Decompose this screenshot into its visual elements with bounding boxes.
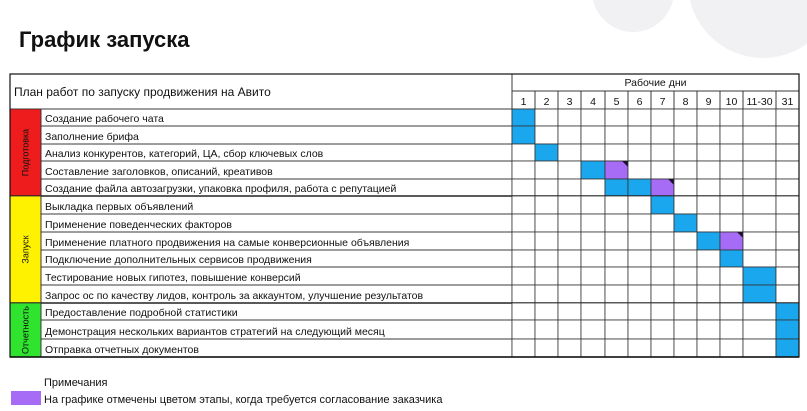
gantt-cell bbox=[512, 179, 535, 196]
gantt-cell bbox=[628, 126, 651, 144]
gantt-cell bbox=[605, 285, 628, 303]
day-column-label: 6 bbox=[636, 96, 643, 108]
gantt-cell bbox=[776, 161, 799, 179]
phase-label: Подготовка bbox=[20, 128, 31, 177]
gantt-cell bbox=[674, 250, 697, 267]
gantt-cell-active bbox=[776, 339, 799, 357]
gantt-cell-active bbox=[743, 285, 776, 303]
gantt-cell bbox=[776, 126, 799, 144]
gantt-cell bbox=[535, 267, 558, 285]
gantt-cell bbox=[581, 250, 605, 267]
gantt-cell bbox=[674, 232, 697, 250]
gantt-cell bbox=[720, 285, 743, 303]
gantt-cell bbox=[743, 303, 776, 320]
gantt-cell bbox=[512, 320, 535, 339]
gantt-cell-active bbox=[628, 179, 651, 196]
gantt-cell bbox=[697, 320, 720, 339]
gantt-cell bbox=[720, 196, 743, 214]
gantt-cell bbox=[697, 214, 720, 232]
gantt-cell bbox=[558, 339, 581, 357]
gantt-cell bbox=[776, 267, 799, 285]
gantt-cell bbox=[512, 144, 535, 161]
day-column-label: 8 bbox=[682, 96, 689, 108]
gantt-cell bbox=[651, 161, 674, 179]
gantt-cell bbox=[720, 267, 743, 285]
gantt-cell bbox=[674, 339, 697, 357]
gantt-cell bbox=[743, 232, 776, 250]
gantt-cell bbox=[558, 126, 581, 144]
gantt-cell-active bbox=[581, 161, 605, 179]
gantt-cell bbox=[743, 196, 776, 214]
gantt-cell bbox=[674, 109, 697, 126]
gantt-cell bbox=[743, 179, 776, 196]
task-label: Подключение дополнительных сервисов продвижения bbox=[45, 254, 312, 266]
gantt-cell-active bbox=[605, 161, 628, 179]
phase-label: Запуск bbox=[20, 235, 31, 264]
gantt-cell-active bbox=[605, 179, 628, 196]
gantt-cell bbox=[512, 161, 535, 179]
gantt-cell bbox=[558, 144, 581, 161]
gantt-cell bbox=[628, 232, 651, 250]
gantt-cell bbox=[605, 109, 628, 126]
gantt-cell bbox=[512, 285, 535, 303]
gantt-cell bbox=[628, 267, 651, 285]
gantt-cell bbox=[628, 303, 651, 320]
task-label: Предоставление подробной статистики bbox=[45, 307, 238, 319]
task-label: Тестирование новых гипотез, повышение конверсий bbox=[45, 272, 301, 284]
gantt-cell bbox=[674, 267, 697, 285]
gantt-cell bbox=[720, 126, 743, 144]
gantt-cell bbox=[628, 285, 651, 303]
gantt-cell-active bbox=[720, 232, 743, 250]
gantt-cell bbox=[674, 303, 697, 320]
gantt-cell bbox=[651, 250, 674, 267]
gantt-cell bbox=[720, 303, 743, 320]
gantt-cell bbox=[743, 126, 776, 144]
gantt-cell bbox=[720, 320, 743, 339]
gantt-cell bbox=[605, 339, 628, 357]
gantt-cell bbox=[651, 267, 674, 285]
gantt-cell bbox=[558, 179, 581, 196]
gantt-cell bbox=[674, 179, 697, 196]
gantt-cell bbox=[581, 339, 605, 357]
task-label: Применение поведенческих факторов bbox=[45, 219, 232, 231]
gantt-cell bbox=[628, 339, 651, 357]
gantt-cell bbox=[581, 196, 605, 214]
gantt-cell bbox=[697, 161, 720, 179]
task-label: Анализ конкурентов, категорий, ЦА, сбор ключевых слов bbox=[45, 148, 324, 160]
day-column-label: 10 bbox=[725, 96, 738, 108]
gantt-cell bbox=[674, 196, 697, 214]
gantt-cell bbox=[743, 161, 776, 179]
gantt-cell bbox=[558, 267, 581, 285]
gantt-cell bbox=[605, 126, 628, 144]
gantt-cell bbox=[558, 320, 581, 339]
task-label: Создание файла автозагрузки, упаковка профиля, работа с репутацией bbox=[45, 183, 397, 195]
gantt-cell bbox=[628, 109, 651, 126]
gantt-cell-active bbox=[512, 109, 535, 126]
gantt-cell-active bbox=[674, 214, 697, 232]
gantt-cell bbox=[743, 214, 776, 232]
gantt-cell-active bbox=[776, 320, 799, 339]
gantt-cell bbox=[535, 179, 558, 196]
gantt-cell bbox=[697, 285, 720, 303]
gantt-cell bbox=[581, 320, 605, 339]
gantt-cell bbox=[697, 250, 720, 267]
gantt-cell-active bbox=[651, 196, 674, 214]
gantt-cell bbox=[697, 144, 720, 161]
header-label: План работ по запуску продвижения на Авито bbox=[14, 85, 271, 99]
day-column-label: 9 bbox=[705, 96, 712, 108]
gantt-cell bbox=[697, 303, 720, 320]
gantt-cell bbox=[558, 161, 581, 179]
gantt-cell bbox=[697, 267, 720, 285]
gantt-cell bbox=[651, 232, 674, 250]
task-label: Отправка отчетных документов bbox=[45, 344, 199, 356]
gantt-cell bbox=[776, 214, 799, 232]
gantt-cell-active bbox=[776, 303, 799, 320]
gantt-cell bbox=[651, 339, 674, 357]
gantt-cell-active bbox=[535, 144, 558, 161]
gantt-cell bbox=[558, 214, 581, 232]
gantt-cell bbox=[651, 214, 674, 232]
gantt-cell bbox=[743, 144, 776, 161]
gantt-cell bbox=[720, 339, 743, 357]
gantt-cell bbox=[581, 232, 605, 250]
gantt-cell-active bbox=[512, 126, 535, 144]
gantt-cell bbox=[512, 267, 535, 285]
gantt-cell bbox=[674, 161, 697, 179]
task-label: Применение платного продвижения на самые конверсионные объявления bbox=[45, 237, 410, 249]
gantt-cell bbox=[743, 339, 776, 357]
gantt-cell bbox=[628, 144, 651, 161]
gantt-cell bbox=[605, 144, 628, 161]
gantt-cell bbox=[651, 126, 674, 144]
gantt-cell bbox=[535, 232, 558, 250]
gantt-cell bbox=[776, 232, 799, 250]
gantt-cell bbox=[535, 303, 558, 320]
gantt-cell bbox=[605, 250, 628, 267]
task-label: Создание рабочего чата bbox=[45, 113, 164, 125]
gantt-cell bbox=[628, 161, 651, 179]
gantt-cell bbox=[535, 214, 558, 232]
gantt-cell bbox=[535, 285, 558, 303]
gantt-cell bbox=[628, 214, 651, 232]
gantt-cell bbox=[581, 109, 605, 126]
gantt-cell bbox=[512, 214, 535, 232]
gantt-cell bbox=[674, 144, 697, 161]
gantt-cell bbox=[512, 196, 535, 214]
gantt-cell bbox=[674, 285, 697, 303]
gantt-cell bbox=[628, 196, 651, 214]
gantt-cell-active bbox=[743, 267, 776, 285]
gantt-cell bbox=[535, 320, 558, 339]
task-label: Демонстрация нескольких вариантов стратегий на следующий месяц bbox=[45, 326, 385, 338]
gantt-cell bbox=[605, 320, 628, 339]
gantt-cell bbox=[720, 109, 743, 126]
gantt-cell bbox=[776, 250, 799, 267]
gantt-cell bbox=[581, 285, 605, 303]
gantt-cell bbox=[651, 109, 674, 126]
gantt-cell bbox=[558, 285, 581, 303]
notes-title: Примечания bbox=[44, 377, 108, 389]
task-label: Выкладка первых объявлений bbox=[45, 201, 194, 213]
gantt-cell bbox=[535, 250, 558, 267]
gantt-cell bbox=[581, 179, 605, 196]
gantt-cell bbox=[651, 144, 674, 161]
gantt-cell bbox=[674, 126, 697, 144]
gantt-cell bbox=[651, 285, 674, 303]
gantt-cell bbox=[512, 339, 535, 357]
gantt-cell bbox=[535, 161, 558, 179]
page-title: График запуска bbox=[19, 27, 190, 52]
gantt-cell bbox=[581, 126, 605, 144]
gantt-cell bbox=[697, 196, 720, 214]
gantt-cell bbox=[558, 250, 581, 267]
gantt-cell bbox=[628, 250, 651, 267]
gantt-cell bbox=[605, 214, 628, 232]
gantt-cell bbox=[776, 285, 799, 303]
phase-label: Отчетность bbox=[20, 306, 31, 354]
gantt-cell bbox=[776, 179, 799, 196]
gantt-cell bbox=[651, 303, 674, 320]
gantt-cell bbox=[743, 320, 776, 339]
day-column-label: 3 bbox=[566, 96, 573, 108]
day-column-label: 7 bbox=[659, 96, 666, 108]
day-column-label: 4 bbox=[590, 96, 596, 108]
gantt-cell bbox=[558, 196, 581, 214]
gantt-cell bbox=[720, 214, 743, 232]
gantt-cell bbox=[776, 196, 799, 214]
gantt-cell bbox=[720, 179, 743, 196]
gantt-cell bbox=[558, 303, 581, 320]
gantt-cell bbox=[674, 320, 697, 339]
legend-swatch-approval bbox=[11, 391, 41, 405]
task-label: Заполнение брифа bbox=[45, 131, 139, 143]
gantt-cell bbox=[512, 250, 535, 267]
day-column-label: 31 bbox=[781, 96, 794, 108]
gantt-cell-active bbox=[720, 250, 743, 267]
gantt-cell bbox=[558, 232, 581, 250]
gantt-cell bbox=[628, 320, 651, 339]
task-label: Запрос ос по качеству лидов, контроль за аккаунтом, улучшение результатов bbox=[45, 290, 424, 302]
gantt-cell bbox=[535, 196, 558, 214]
gantt-cell bbox=[605, 267, 628, 285]
task-label: Составление заголовков, описаний, креативов bbox=[45, 166, 273, 178]
gantt-cell bbox=[720, 161, 743, 179]
gantt-cell bbox=[581, 214, 605, 232]
day-column-label: 5 bbox=[613, 96, 620, 108]
gantt-cell bbox=[558, 109, 581, 126]
gantt-cell bbox=[512, 232, 535, 250]
gantt-cell-active bbox=[697, 232, 720, 250]
gantt-cell bbox=[720, 144, 743, 161]
gantt-cell bbox=[697, 109, 720, 126]
gantt-cell bbox=[605, 196, 628, 214]
gantt-cell bbox=[776, 109, 799, 126]
gantt-cell bbox=[651, 320, 674, 339]
gantt-cell bbox=[535, 339, 558, 357]
gantt-cell bbox=[535, 126, 558, 144]
gantt-cell bbox=[743, 250, 776, 267]
gantt-cell bbox=[743, 109, 776, 126]
gantt-cell-active bbox=[651, 179, 674, 196]
gantt-cell bbox=[581, 144, 605, 161]
day-column-label: 11-30 bbox=[746, 96, 773, 108]
gantt-cell bbox=[535, 109, 558, 126]
gantt-cell bbox=[605, 303, 628, 320]
days-title: Рабочие дни bbox=[624, 77, 687, 89]
gantt-cell bbox=[697, 179, 720, 196]
gantt-cell bbox=[776, 144, 799, 161]
gantt-cell bbox=[512, 303, 535, 320]
gantt-cell bbox=[581, 267, 605, 285]
gantt-cell bbox=[581, 303, 605, 320]
gantt-cell bbox=[697, 126, 720, 144]
day-column-label: 2 bbox=[543, 96, 550, 108]
gantt-cell bbox=[605, 232, 628, 250]
gantt-cell bbox=[697, 339, 720, 357]
legend-text: На графике отмечены цветом этапы, когда требуется согласование заказчика bbox=[44, 394, 443, 406]
day-column-label: 1 bbox=[520, 96, 527, 108]
